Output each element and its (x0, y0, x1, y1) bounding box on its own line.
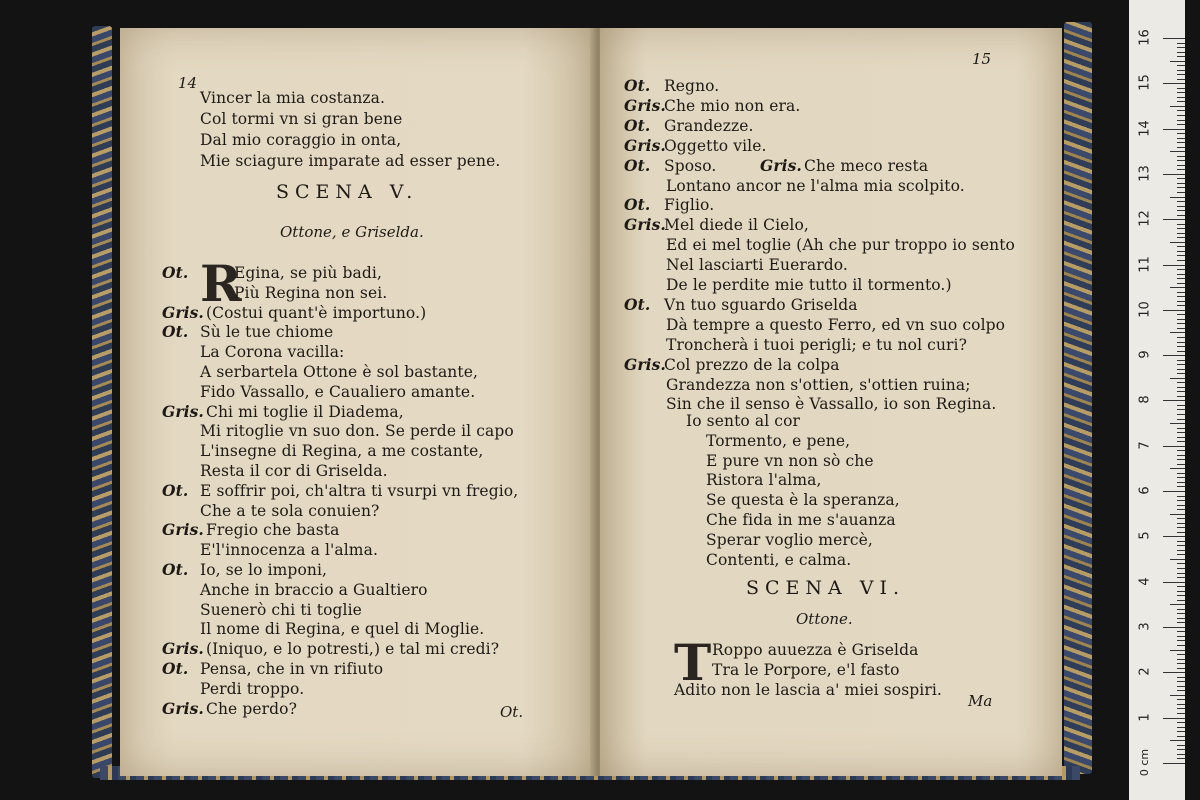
ruler-tick (1177, 156, 1185, 157)
dialogue-line: E soffrir poi, ch'altra ti vsurpi vn fregio, (200, 481, 519, 500)
ruler-tick (1177, 473, 1185, 474)
ruler-tick (1177, 686, 1185, 687)
aria-line: Contenti, e calma. (706, 550, 852, 569)
dialogue-line: Anche in braccio a Gualtiero (200, 580, 428, 599)
dialogue-line: Mel diede il Cielo, (664, 216, 809, 235)
dialogue-line: Suenerò chi ti toglie (200, 600, 362, 619)
ruler-tick (1177, 215, 1185, 216)
ruler-tick (1177, 681, 1185, 682)
aria-line: Sperar voglio mercè, (706, 530, 873, 549)
ruler-tick (1177, 296, 1185, 297)
ruler-tick (1177, 414, 1185, 415)
dialogue-line: Sposo. (664, 156, 717, 175)
speaker-label: Gris. (162, 401, 204, 421)
ruler-tick (1177, 500, 1185, 501)
dialogue-line: La Corona vacilla: (200, 343, 345, 362)
ruler-tick (1177, 165, 1185, 166)
ruler-tick (1170, 423, 1185, 424)
speaker-label: Gris. (624, 95, 666, 115)
ruler-unit-label: 0 cm (1138, 748, 1152, 777)
ruler-tick (1177, 178, 1185, 179)
ruler-tick (1177, 387, 1185, 388)
dialogue-line: Lontano ancor ne l'alma mia scolpito. (666, 176, 965, 195)
ruler-tick (1177, 758, 1185, 759)
ruler-tick (1177, 52, 1185, 53)
ruler-tick (1177, 677, 1185, 678)
ruler-tick (1177, 369, 1185, 370)
ruler-tick (1170, 468, 1185, 469)
ruler-tick (1177, 360, 1185, 361)
ruler-number: 5 (1137, 531, 1153, 540)
speaker-label: Gris. (624, 354, 666, 374)
dialogue-line: Più Regina non sei. (234, 283, 388, 302)
speaker-label: Gris. (624, 135, 666, 155)
ruler-tick (1163, 83, 1185, 84)
speaker-label: Gris. (162, 698, 204, 718)
dialogue-line: Resta il cor di Griselda. (200, 462, 388, 480)
catchword-left: Ot. (500, 703, 524, 721)
dialogue-line: Sin che il senso è Vassallo, io son Regina. (666, 395, 997, 414)
ruler-tick (1177, 133, 1185, 134)
speaker-label: Ot. (162, 480, 189, 500)
ruler-tick (1177, 342, 1185, 343)
ruler-tick (1177, 337, 1185, 338)
ruler-tick (1177, 699, 1185, 700)
dialogue-line: De le perdite mie tutto il tormento.) (666, 276, 952, 294)
ruler-tick (1177, 437, 1185, 438)
ruler-tick (1177, 545, 1185, 546)
ruler-tick (1177, 382, 1185, 383)
ruler-number: 16 (1137, 29, 1153, 46)
ruler-tick (1177, 201, 1185, 202)
aria-line: Che fida in me s'auanza (706, 511, 896, 529)
speaker-label: Ot. (162, 322, 189, 342)
ruler-tick (1177, 645, 1185, 646)
dialogue-line: Sù le tue chiome (200, 323, 334, 342)
dialogue-line: (Costui quant'è importuno.) (206, 303, 427, 322)
ruler-tick (1177, 505, 1185, 506)
ruler-tick (1177, 523, 1185, 524)
speaker-label: Ot. (624, 294, 651, 314)
ruler-tick (1177, 477, 1185, 478)
book-cover-edge-right (1064, 22, 1092, 774)
ruler-tick (1177, 138, 1185, 139)
ruler-tick (1177, 192, 1185, 193)
ruler-tick (1177, 459, 1185, 460)
speaker-label: Ot. (624, 76, 651, 95)
ruler-tick (1177, 97, 1185, 98)
ruler-number: 9 (1137, 350, 1153, 359)
ruler-tick (1177, 237, 1185, 238)
speaker-label: Gris. (162, 520, 204, 540)
verse-line: Vincer la mia costanza. (200, 89, 386, 107)
book-cover-edge-left (92, 26, 112, 778)
ruler-tick (1177, 749, 1185, 750)
ruler-tick (1170, 61, 1185, 62)
verse-line: Col tormi vn si gran bene (200, 110, 403, 128)
aria-line: Tormento, e pene, (706, 431, 851, 450)
ruler-tick (1177, 663, 1185, 664)
ruler-tick (1177, 323, 1185, 324)
dialogue-line: Vn tuo sguardo Griselda (664, 295, 858, 314)
dialogue-line: Nel lasciarti Euerardo. (666, 256, 848, 275)
scene-persons: Ottone. (796, 610, 853, 628)
ruler-tick (1177, 283, 1185, 284)
ruler-tick (1177, 274, 1185, 275)
ruler-tick (1177, 482, 1185, 483)
ruler-tick (1177, 319, 1185, 320)
ruler-tick (1177, 745, 1185, 746)
speaker-label: Gris. (760, 155, 802, 175)
ruler-tick (1177, 419, 1185, 420)
speaker-label: Ot. (624, 155, 651, 175)
ruler-tick (1177, 577, 1185, 578)
ruler-tick (1177, 255, 1185, 256)
dialogue-line: L'insegne di Regina, a me costante, (200, 442, 484, 461)
dialogue-line: Ed ei mel toglie (Ah che pur troppo io sento (666, 236, 1015, 255)
ruler-tick (1177, 79, 1185, 80)
ruler-tick (1163, 718, 1185, 719)
ruler-tick (1170, 695, 1185, 696)
ruler-tick (1177, 65, 1185, 66)
ruler-tick (1177, 704, 1185, 705)
ruler-tick (1177, 210, 1185, 211)
ruler-tick (1177, 183, 1185, 184)
speaker-label: Gris. (624, 215, 666, 235)
ruler-tick (1177, 351, 1185, 352)
dialogue-line: Col prezzo de la colpa (664, 355, 840, 374)
ruler-tick (1177, 147, 1185, 148)
ruler-tick (1177, 563, 1185, 564)
dialogue-line: Il nome di Regina, e quel di Moglie. (200, 620, 485, 639)
ruler-number: 15 (1137, 74, 1153, 92)
ruler-tick (1177, 568, 1185, 569)
ruler-number: 4 (1137, 576, 1153, 586)
speaker-label: Ot. (162, 659, 189, 678)
ruler-tick (1177, 260, 1185, 261)
ruler-tick (1177, 346, 1185, 347)
ruler-tick (1177, 101, 1185, 102)
dialogue-line: Fregio che basta (206, 521, 340, 540)
ruler-number: 11 (1137, 255, 1153, 273)
page-number-right: 15 (972, 50, 992, 68)
ruler-tick (1177, 74, 1185, 75)
ruler-tick (1163, 38, 1185, 39)
ruler-tick (1177, 654, 1185, 655)
ruler-tick (1177, 550, 1185, 551)
ruler-tick (1163, 265, 1185, 266)
ruler-tick (1177, 364, 1185, 365)
ruler-tick (1177, 722, 1185, 723)
ruler-tick (1177, 518, 1185, 519)
verse-line: Mie sciagure imparate ad esser pene. (200, 152, 501, 170)
ruler-number: 10 (1137, 301, 1153, 318)
ruler-number: 12 (1137, 210, 1153, 227)
dialogue-line: E'l'innocenza a l'alma. (200, 541, 378, 560)
speaker-label: Gris. (162, 302, 204, 322)
verse-line: Dal mio coraggio in onta, (200, 131, 402, 149)
ruler-tick (1163, 310, 1185, 311)
aria-line: Se questa è la speranza, (706, 491, 900, 510)
ruler-tick (1177, 228, 1185, 229)
ruler-tick (1177, 396, 1185, 397)
ruler-tick (1177, 169, 1185, 170)
ruler-tick (1177, 464, 1185, 465)
ruler-tick (1170, 514, 1185, 515)
dialogue-line: Egina, se più badi, (234, 264, 382, 282)
ruler-tick (1177, 301, 1185, 302)
drop-capital: R (200, 254, 242, 313)
ruler-tick (1177, 305, 1185, 306)
ruler-tick (1177, 640, 1185, 641)
ruler-tick (1177, 292, 1185, 293)
drop-capital: T (674, 633, 712, 692)
ruler-tick (1177, 441, 1185, 442)
catchword-right: Ma (968, 692, 993, 710)
aria-line: E pure vn non sò che (706, 451, 874, 470)
ruler-tick (1177, 246, 1185, 247)
dialogue-line: Chi mi toglie il Diadema, (206, 402, 404, 421)
ruler-tick (1177, 70, 1185, 71)
aria-line: Ristora l'alma, (706, 471, 822, 490)
ruler-number: 6 (1137, 486, 1153, 495)
ruler-tick (1177, 659, 1185, 660)
dialogue-line: Che mio non era. (664, 96, 801, 115)
dialogue-line: Pensa, che in vn rifiuto (200, 660, 384, 678)
ruler-tick (1177, 509, 1185, 510)
ruler-tick (1163, 355, 1185, 356)
ruler-tick (1177, 160, 1185, 161)
ruler-tick (1170, 197, 1185, 198)
dialogue-line: Che meco resta (804, 156, 929, 175)
ruler-tick (1177, 636, 1185, 637)
ruler-tick (1177, 187, 1185, 188)
measurement-ruler (1129, 0, 1185, 800)
ruler-tick (1170, 332, 1185, 333)
dialogue-line: Figlio. (664, 196, 715, 215)
ruler-tick (1177, 713, 1185, 714)
aria-line: Io sento al cor (686, 412, 801, 430)
ruler-tick (1177, 554, 1185, 555)
ruler-tick (1177, 496, 1185, 497)
ruler-tick (1170, 650, 1185, 651)
dialogue-line: Che perdo? (206, 699, 298, 718)
ruler-tick (1177, 428, 1185, 429)
ruler-tick (1177, 622, 1185, 623)
ruler-tick (1170, 242, 1185, 243)
ruler-tick (1177, 43, 1185, 44)
ruler-tick (1177, 92, 1185, 93)
ruler-tick (1177, 88, 1185, 89)
ruler-tick (1177, 618, 1185, 619)
ruler-tick (1177, 115, 1185, 116)
ruler-tick (1163, 763, 1185, 764)
ruler-number: 13 (1137, 165, 1153, 182)
ruler-tick (1163, 582, 1185, 583)
scene-title: SCENA V. (276, 181, 419, 203)
ruler-number: 14 (1137, 119, 1153, 137)
left-page (120, 28, 594, 776)
ruler-tick (1177, 206, 1185, 207)
ruler-tick (1177, 532, 1185, 533)
ruler-tick (1177, 631, 1185, 632)
ruler-tick (1177, 391, 1185, 392)
ruler-tick (1177, 754, 1185, 755)
dialogue-line: Io, se lo imponi, (200, 561, 328, 579)
ruler-tick (1177, 591, 1185, 592)
ruler-tick (1177, 328, 1185, 329)
ruler-tick (1163, 400, 1185, 401)
dialogue-line: Grandezze. (664, 116, 754, 135)
ruler-tick (1170, 740, 1185, 741)
dialogue-line: Fido Vassallo, e Caualiero amante. (200, 382, 476, 401)
ruler-tick (1170, 604, 1185, 605)
monologue-line: Adito non le lascia a' miei sospiri. (674, 681, 942, 699)
ruler-number: 1 (1137, 712, 1153, 722)
ruler-tick (1177, 668, 1185, 669)
ruler-tick (1177, 47, 1185, 48)
ruler-tick (1177, 736, 1185, 737)
ruler-tick (1177, 432, 1185, 433)
dialogue-line: A serbartela Ottone è sol bastante, (200, 363, 479, 381)
right-page (600, 28, 1062, 776)
scene-persons: Ottone, e Griselda. (280, 223, 424, 241)
ruler-tick (1177, 727, 1185, 728)
ruler-tick (1177, 731, 1185, 732)
ruler-tick (1177, 314, 1185, 315)
ruler-tick (1177, 269, 1185, 270)
dialogue-line: (Iniquo, e lo potresti,) e tal mi credi? (206, 640, 500, 659)
ruler-tick (1177, 600, 1185, 601)
speaker-label: Ot. (162, 263, 189, 282)
speaker-label: Gris. (162, 639, 204, 659)
ruler-tick (1177, 56, 1185, 57)
ruler-tick (1177, 409, 1185, 410)
ruler-tick (1177, 708, 1185, 709)
ruler-tick (1163, 129, 1185, 130)
dialogue-line: Dà tempre a questo Ferro, ed vn suo colpo (666, 315, 1006, 334)
dialogue-line: Grandezza non s'ottien, s'ottien ruina; (666, 375, 971, 394)
ruler-tick (1177, 142, 1185, 143)
ruler-tick (1177, 373, 1185, 374)
ruler-tick (1177, 455, 1185, 456)
ruler-tick (1177, 609, 1185, 610)
dialogue-line: Mi ritoglie vn suo don. Se perde il capo (200, 422, 514, 441)
ruler-tick (1177, 586, 1185, 587)
ruler-tick (1163, 536, 1185, 537)
speaker-label: Ot. (162, 560, 189, 579)
dialogue-line: Che a te sola conuien? (200, 501, 380, 520)
ruler-tick (1177, 450, 1185, 451)
ruler-number: 2 (1137, 667, 1153, 676)
monologue-line: Tra le Porpore, e'l fasto (712, 661, 900, 679)
ruler-tick (1170, 151, 1185, 152)
ruler-tick (1177, 224, 1185, 225)
ruler-tick (1170, 287, 1185, 288)
dialogue-line: Troncherà i tuoi perigli; e tu nol curi? (666, 335, 968, 354)
scene-title: SCENA VI. (746, 577, 906, 599)
ruler-number: 3 (1137, 622, 1153, 631)
speaker-label: Ot. (624, 195, 651, 215)
ruler-tick (1163, 627, 1185, 628)
ruler-tick (1177, 233, 1185, 234)
ruler-tick (1177, 527, 1185, 528)
ruler-tick (1163, 446, 1185, 447)
ruler-tick (1177, 251, 1185, 252)
dialogue-line: Regno. (664, 77, 720, 95)
ruler-tick (1177, 613, 1185, 614)
dialogue-line: Oggetto vile. (664, 136, 767, 155)
ruler-tick (1170, 106, 1185, 107)
ruler-tick (1177, 595, 1185, 596)
ruler-tick (1170, 378, 1185, 379)
ruler-tick (1163, 174, 1185, 175)
ruler-tick (1163, 219, 1185, 220)
ruler-tick (1177, 110, 1185, 111)
speaker-label: Ot. (624, 115, 651, 135)
page-number-left: 14 (178, 74, 198, 92)
ruler-tick (1177, 405, 1185, 406)
ruler-tick (1177, 541, 1185, 542)
ruler-tick (1177, 124, 1185, 125)
ruler-tick (1163, 672, 1185, 673)
monologue-line: Roppo auuezza è Griselda (712, 641, 919, 659)
ruler-tick (1170, 559, 1185, 560)
ruler-tick (1177, 486, 1185, 487)
ruler-tick (1177, 120, 1185, 121)
ruler-number: 7 (1137, 441, 1153, 450)
dialogue-line: Perdi troppo. (200, 679, 305, 698)
ruler-tick (1177, 278, 1185, 279)
ruler-tick (1177, 690, 1185, 691)
ruler-tick (1163, 491, 1185, 492)
ruler-number: 8 (1137, 395, 1153, 405)
ruler-tick (1177, 573, 1185, 574)
